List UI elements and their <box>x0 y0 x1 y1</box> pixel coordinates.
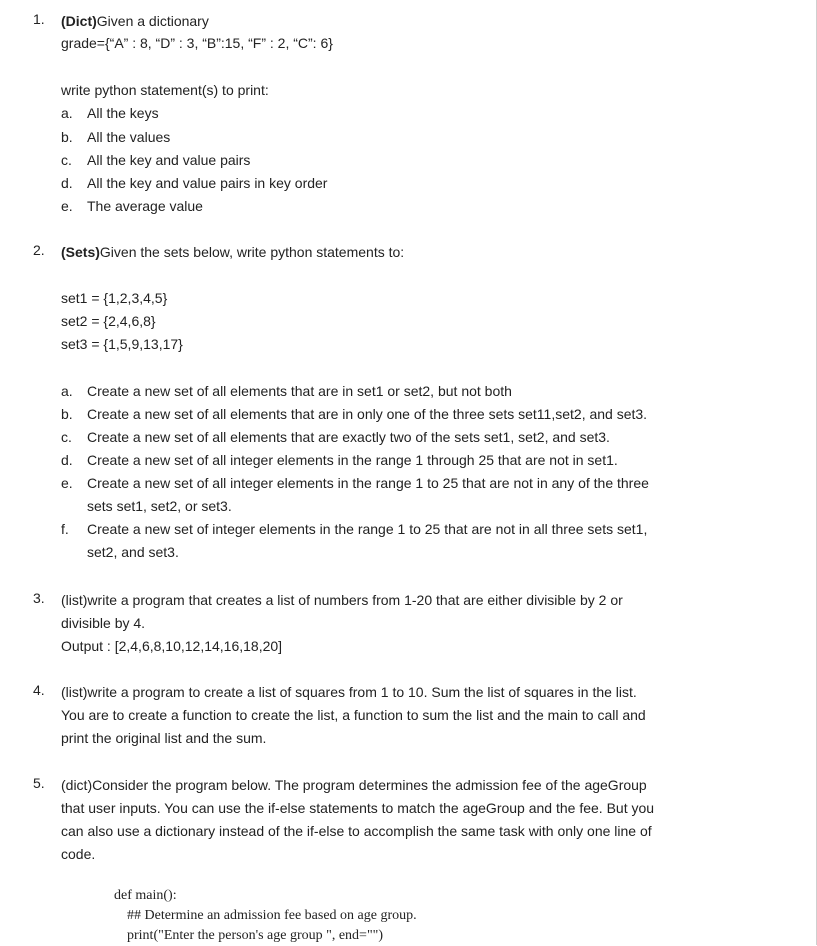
set-definition: set3 = {1,5,9,13,17} <box>61 336 183 352</box>
set-definition: set2 = {2,4,6,8} <box>61 313 156 329</box>
code-line: print("Enter the person's age group ", end="") <box>127 928 384 943</box>
topic-tag: (Dict) <box>61 13 97 29</box>
dict-definition: grade={“A” : 8, “D” : 3, “B”:15, “F” : 2, “C”: 6} <box>61 35 333 51</box>
list-item: b. All the values <box>61 129 171 145</box>
code-line: ## Determine an admission fee based on age group. <box>127 908 417 923</box>
question-text: (dict)Consider the program below. The program determines the admission fee of the ageGroup <box>61 777 647 793</box>
question-text: divisible by 4. <box>61 615 146 631</box>
question-text: (list)write a program to create a list of squares from 1 to 10. Sum the list of squares in the list. <box>61 684 637 700</box>
question-number: 1. <box>33 11 45 27</box>
question-title: (Dict)Given a dictionary <box>61 13 209 29</box>
question-number: 4. <box>33 682 45 698</box>
question-text: (list)write a program that creates a list of numbers from 1-20 that are either divisible by 2 or <box>61 592 623 608</box>
question-title: (Sets)Given the sets below, write python statements to: <box>61 244 405 260</box>
question-number: 5. <box>33 775 45 791</box>
list-item-continuation: set2, and set3. <box>87 544 179 560</box>
list-item-continuation: sets set1, set2, or set3. <box>87 498 232 514</box>
question-text: print the original list and the sum. <box>61 730 267 746</box>
question-prompt: write python statement(s) to print: <box>61 82 269 98</box>
expected-output: Output : [2,4,6,8,10,12,14,16,18,20] <box>61 638 283 654</box>
topic-tag: (Sets) <box>61 244 100 260</box>
list-item: c. Create a new set of all elements that are exactly two of the sets set1, set2, and set3. <box>61 429 610 445</box>
list-item: d. All the key and value pairs in key order <box>61 175 328 191</box>
list-item: a. Create a new set of all elements that are in set1 or set2, but not both <box>61 383 512 399</box>
list-item: e. Create a new set of all integer elements in the range 1 to 25 that are not in any of the three <box>61 475 649 491</box>
code-line: def main(): <box>114 888 177 903</box>
question-text: can also use a dictionary instead of the if-else to accomplish the same task with only one line of <box>61 823 652 839</box>
list-item: d. Create a new set of all integer elements in the range 1 through 25 that are not in set1. <box>61 452 618 468</box>
set-definition: set1 = {1,2,3,4,5} <box>61 290 168 306</box>
list-item: f. Create a new set of integer elements in the range 1 to 25 that are not in all three sets set1, <box>61 521 648 537</box>
question-text: You are to create a function to create the list, a function to sum the list and the main to call and <box>61 707 646 723</box>
question-text: code. <box>61 846 96 862</box>
question-number: 2. <box>33 242 45 258</box>
list-item: a. All the keys <box>61 105 159 121</box>
list-item: b. Create a new set of all elements that are in only one of the three sets set11,set2, and set3. <box>61 406 648 422</box>
question-number: 3. <box>33 590 45 606</box>
list-item: e. The average value <box>61 198 203 214</box>
question-text: that user inputs. You can use the if-else statements to match the ageGroup and the fee. But you <box>61 800 655 816</box>
list-item: c. All the key and value pairs <box>61 152 251 168</box>
